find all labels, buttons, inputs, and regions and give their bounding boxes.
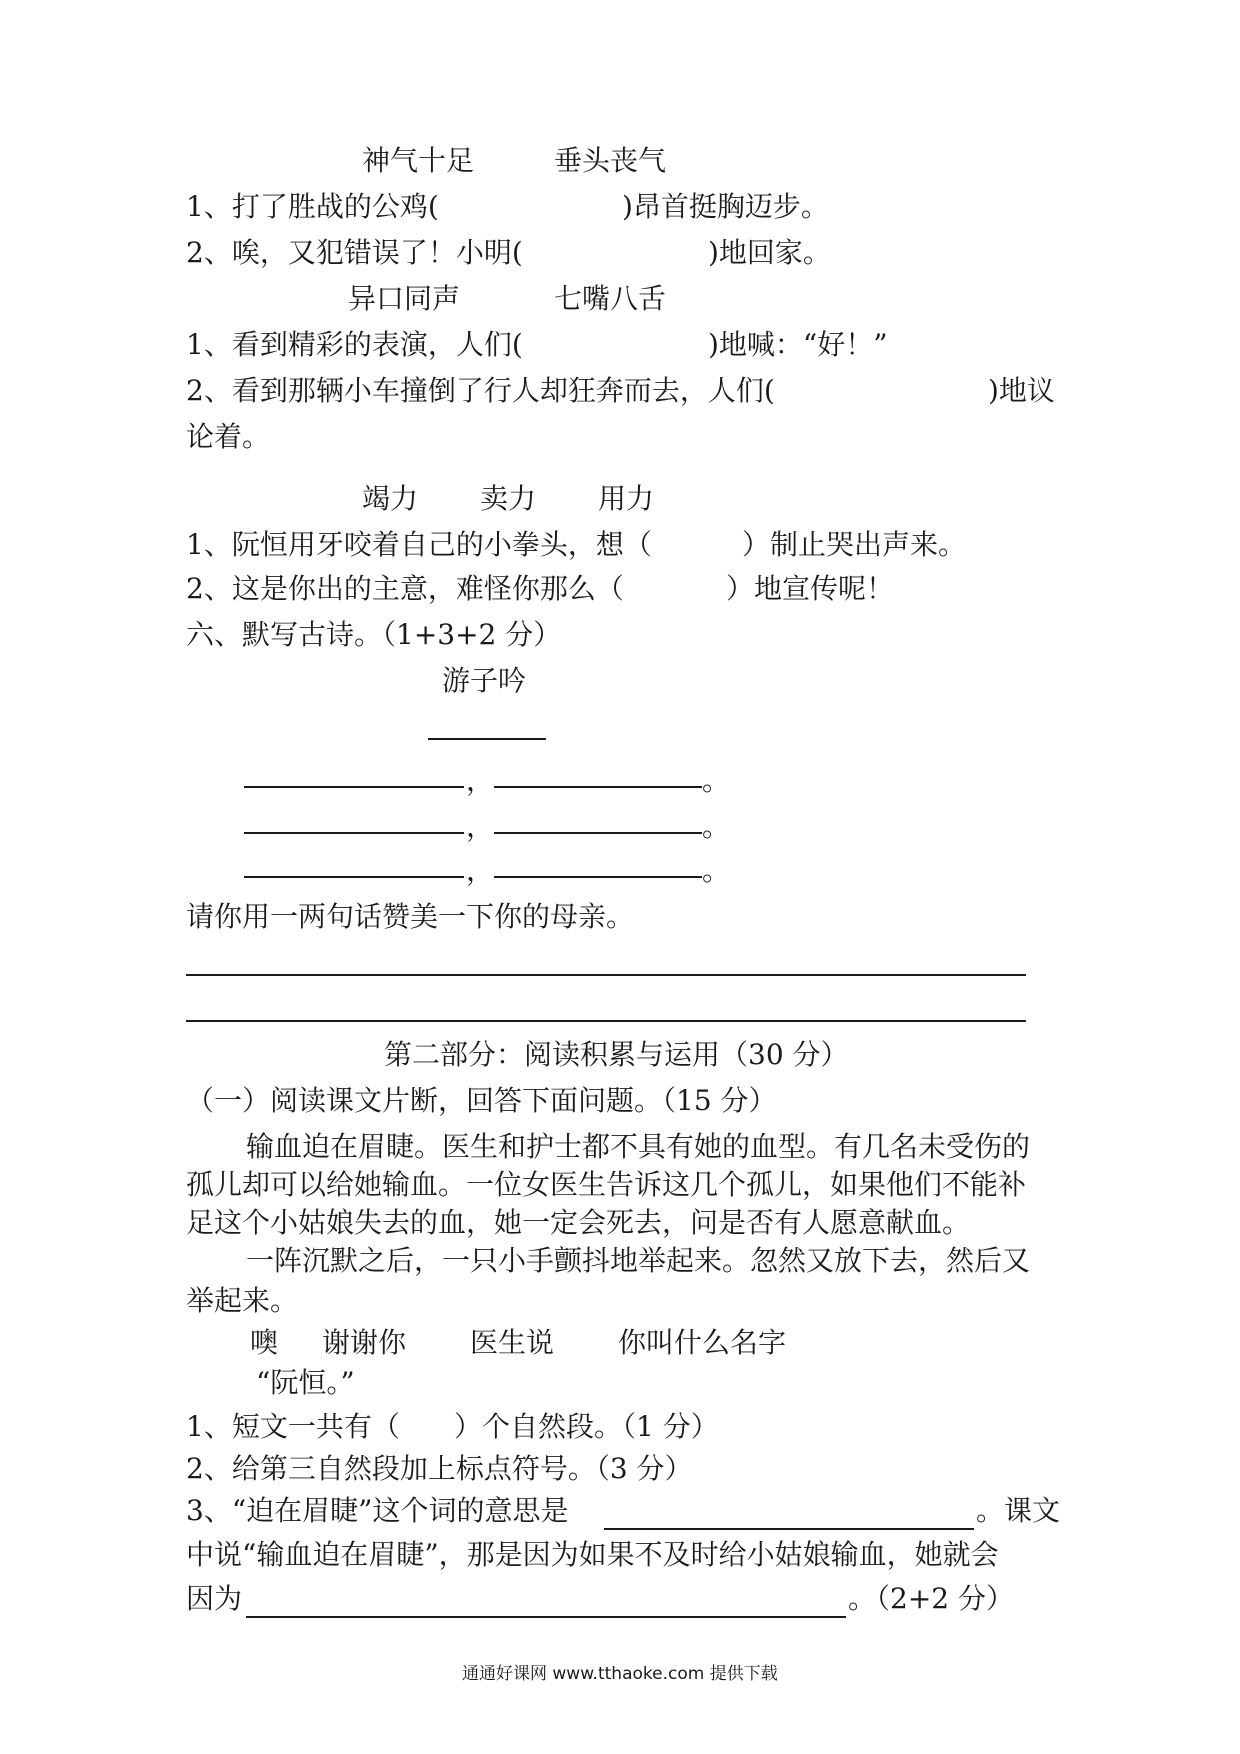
reading-question-line: 中说“输血迫在眉睫”，那是因为如果不及时给小姑娘输血，她就会	[186, 1538, 999, 1571]
dialogue-answer: “阮恒。”	[256, 1366, 355, 1399]
question-text-after: )昂首挺胸迈步。	[622, 190, 829, 223]
meaning-answer-line[interactable]	[604, 1528, 974, 1530]
passage-line: 举起来。	[186, 1284, 299, 1317]
question-text-before: 看到精彩的表演，人们(	[231, 328, 523, 361]
dialogue-fragment: 医生说	[470, 1326, 555, 1359]
poem-title: 游子吟	[442, 664, 527, 697]
fill-blank-question	[186, 374, 775, 408]
question-text-before: 打了胜战的公鸡(	[231, 190, 439, 223]
poem-answer-line[interactable]	[244, 832, 464, 834]
section-heading: 六、默写古诗。（1+3+2 分）	[186, 618, 562, 651]
reading-question-line: 因为	[186, 1582, 243, 1615]
fill-blank-question	[186, 528, 652, 562]
fill-blank-question	[186, 572, 624, 606]
reading-question-after: 。课文	[976, 1494, 1061, 1527]
word-choice: 神气十足	[362, 144, 475, 177]
poem-period: 。	[702, 764, 731, 797]
poem-comma: ，	[466, 764, 495, 797]
author-answer-line[interactable]	[428, 738, 546, 740]
reading-question: 2、给第三自然段加上标点符号。（3 分）	[186, 1452, 693, 1485]
poem-answer-line[interactable]	[494, 832, 702, 834]
word-choice: 用力	[598, 482, 655, 515]
poem-answer-line[interactable]	[244, 786, 464, 788]
reading-question-after: 。（2+2 分）	[848, 1582, 1014, 1615]
question-text-after: )地议	[988, 374, 1055, 407]
question-number: 2、	[186, 236, 232, 269]
word-choice: 卖力	[480, 482, 537, 515]
poem-period: 。	[702, 810, 731, 843]
praise-prompt: 请你用一两句话赞美一下你的母亲。	[186, 900, 635, 933]
praise-answer-line[interactable]	[186, 974, 1026, 976]
question-text-after: )地喊：“好！”	[708, 328, 888, 361]
dialogue-fragment: 噢	[250, 1326, 279, 1359]
part-heading: 第二部分：阅读积累与运用（30 分）	[384, 1038, 849, 1071]
passage-line: 一阵沉默之后，一只小手颤抖地举起来。忽然又放下去，然后又	[246, 1244, 1031, 1277]
question-text-before: 唉，又犯错误了！小明(	[231, 236, 523, 269]
page-footer: 通通好课网 www.tthaoke.com 提供下载	[462, 1664, 778, 1684]
word-choice: 竭力	[362, 482, 419, 515]
question-continuation: 论着。	[186, 420, 271, 453]
question-number: 1、	[186, 190, 232, 223]
praise-answer-line[interactable]	[186, 1020, 1026, 1022]
question-number: 2、	[186, 374, 232, 407]
reading-question: 1、短文一共有（	[186, 1410, 400, 1443]
question-text-after: )地回家。	[708, 236, 831, 269]
poem-answer-line[interactable]	[494, 786, 702, 788]
question-number: 2、	[186, 572, 232, 605]
question-text-before: 这是你出的主意，难怪你那么（	[231, 572, 624, 605]
question-text-after: ）地宣传呢！	[726, 572, 895, 605]
poem-comma: ，	[466, 810, 495, 843]
dialogue-fragment: 谢谢你	[322, 1326, 407, 1359]
question-number: 1、	[186, 328, 232, 361]
reason-answer-line[interactable]	[246, 1616, 846, 1618]
reading-question-after: ）个自然段。（1 分）	[454, 1410, 719, 1443]
passage-line: 输血迫在眉睫。医生和护士都不具有她的血型。有几名未受伤的	[246, 1130, 1031, 1163]
dialogue-fragment: 你叫什么名字	[618, 1326, 787, 1359]
sub-heading: （一）阅读课文片断，回答下面问题。（15 分）	[186, 1084, 777, 1117]
question-text-before: 看到那辆小车撞倒了行人却狂奔而去，人们(	[231, 374, 775, 407]
question-number: 1、	[186, 528, 232, 561]
passage-line: 足这个小姑娘失去的血，她一定会死去，问是否有人愿意献血。	[186, 1206, 971, 1239]
word-choice: 七嘴八舌	[554, 282, 667, 315]
passage-line: 孤儿却可以给她输血。一位女医生告诉这几个孤儿，如果他们不能补	[186, 1168, 1027, 1201]
word-choice: 异口同声	[348, 282, 461, 315]
poem-comma: ，	[466, 854, 495, 887]
reading-question: 3、“迫在眉睫”这个词的意思是	[186, 1494, 569, 1527]
fill-blank-question	[186, 236, 523, 270]
question-text-after: ）制止哭出声来。	[742, 528, 967, 561]
poem-answer-line[interactable]	[494, 876, 702, 878]
fill-blank-question	[186, 328, 523, 362]
poem-period: 。	[702, 854, 731, 887]
fill-blank-question	[186, 190, 439, 224]
word-choice: 垂头丧气	[554, 144, 667, 177]
question-text-before: 阮恒用牙咬着自己的小拳头，想（	[231, 528, 652, 561]
poem-answer-line[interactable]	[244, 876, 464, 878]
